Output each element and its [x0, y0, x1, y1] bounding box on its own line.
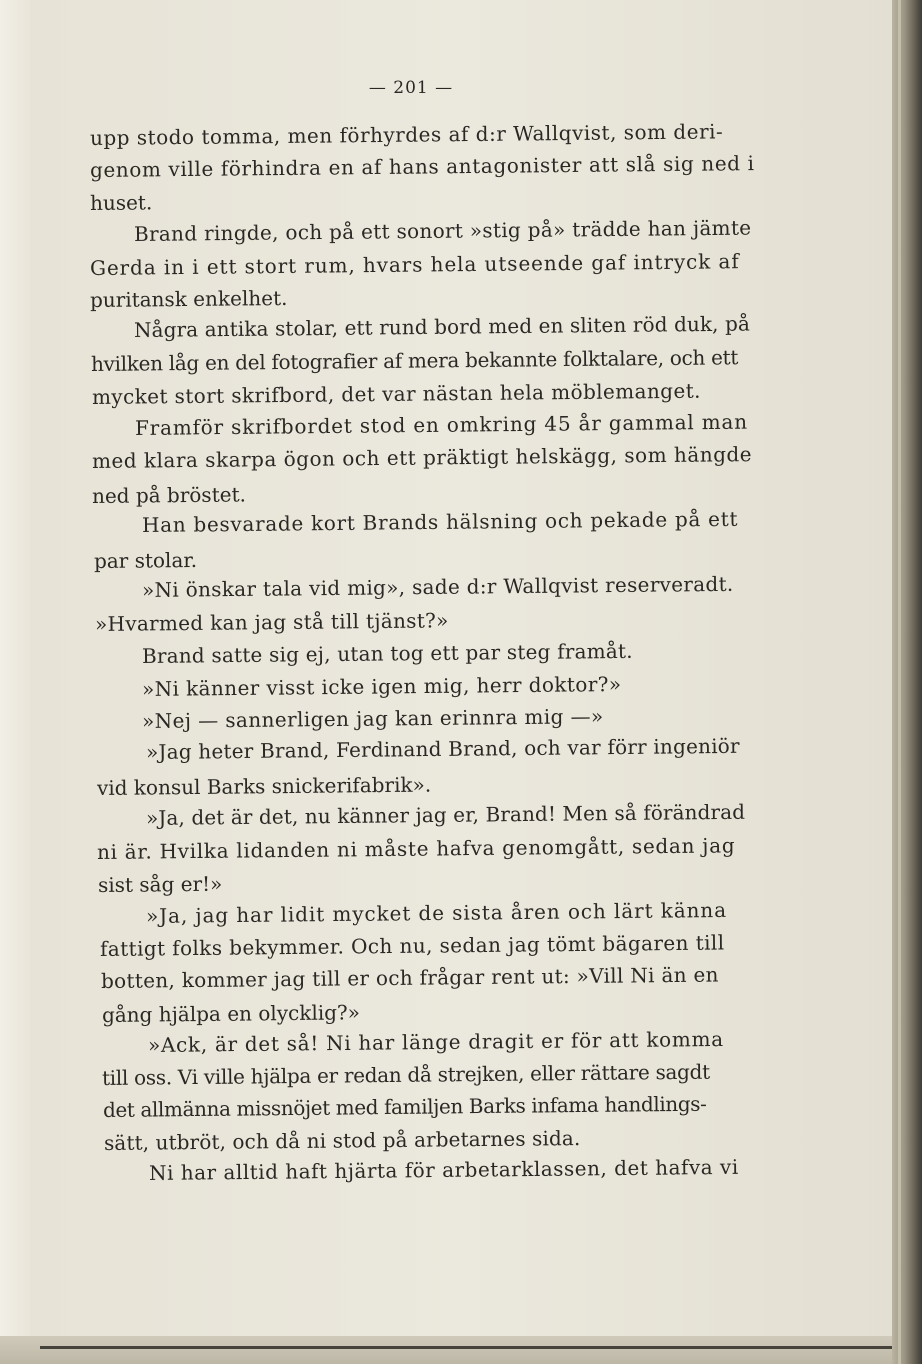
text-line: det allmänna missnöjet med familjen Barks infama handlings-	[102, 1091, 707, 1122]
text-line: sist såg er!»	[97, 871, 223, 897]
text-line: Brand ringde, och på ett sonort »stig på» trädde han jämte	[133, 215, 752, 246]
book-spine	[892, 0, 922, 1364]
text-line: »Ja, jag har lidit mycket de sista åren och lärt känna	[145, 897, 728, 928]
text-line: »Ja, det är det, nu känner jag er, Brand! Men så förändrad	[145, 799, 746, 830]
text-line: upp stodo tomma, men förhyrdes af d:r Wallqvist, som deri-	[89, 119, 724, 150]
text-line: »Nej — sannerligen jag kan erinnra mig —»	[141, 704, 604, 733]
text-line: sätt, utbröt, och då ni stod på arbetarnes sida.	[103, 1126, 581, 1155]
text-line: »Jag heter Brand, Ferdinand Brand, och var förr ingeniör	[145, 733, 740, 764]
text-line: »Ack, är det så! Ni har länge dragit er för att komma	[147, 1026, 724, 1057]
text-line: »Ni önskar tala vid mig», sade d:r Wallqvist reserveradt.	[141, 571, 734, 602]
text-line: par stolar.	[93, 547, 198, 573]
text-line: genom ville förhindra en af hans antagonister att slå sig ned i	[89, 151, 755, 182]
text-line: Brand satte sig ej, utan tog ett par steg framåt.	[141, 638, 633, 668]
text-line: Ni har alltid haft hjärta för arbetarklassen, det hafva vi	[148, 1154, 739, 1185]
spine-highlight	[898, 0, 901, 1364]
text-line: ni är. Hvilka lidanden ni måste hafva genomgått, sedan jag	[96, 833, 736, 864]
text-line: puritansk enkelhet.	[89, 285, 288, 312]
text-line: ned på bröstet.	[91, 482, 247, 508]
text-line: med klara skarpa ögon och ett präktigt helskägg, som hängde	[91, 442, 753, 473]
text-line: fattigt folks bekymmer. Och nu, sedan jag tömt bägaren till	[99, 930, 725, 961]
text-line: mycket stort skrifbord, det var nästan hela möblemanget.	[91, 378, 701, 409]
text-line: »Hvarmed kan jag stå till tjänst?»	[94, 608, 449, 636]
text-line: Framför skrifbordet stod en omkring 45 år gammal man	[134, 409, 749, 440]
text-line: vid konsul Barks snickerifabrik».	[96, 772, 432, 800]
page-number: — 201 —	[368, 78, 454, 98]
text-line: hvilken låg en del fotografier af mera bekannte folktalare, och ett	[90, 345, 739, 376]
text-line: botten, kommer jag till er och frågar rent ut: »Vill Ni än en	[100, 962, 719, 993]
text-line: Han besvarade kort Brands hälsning och pekade på ett	[141, 506, 739, 537]
text-line: Gerda in i ett stort rum, hvars hela utseende gaf intryck af	[89, 249, 740, 280]
text-line: till oss. Vi ville hjälpa er redan då strejken, eller rättare sagdt	[101, 1059, 710, 1090]
text-line: huset.	[89, 190, 153, 215]
text-line: »Ni känner visst icke igen mig, herr doktor?»	[141, 671, 622, 701]
text-line: Några antika stolar, ett rund bord med en sliten röd duk, på	[133, 311, 751, 342]
text-line: gång hjälpa en olycklig?»	[101, 1000, 361, 1027]
